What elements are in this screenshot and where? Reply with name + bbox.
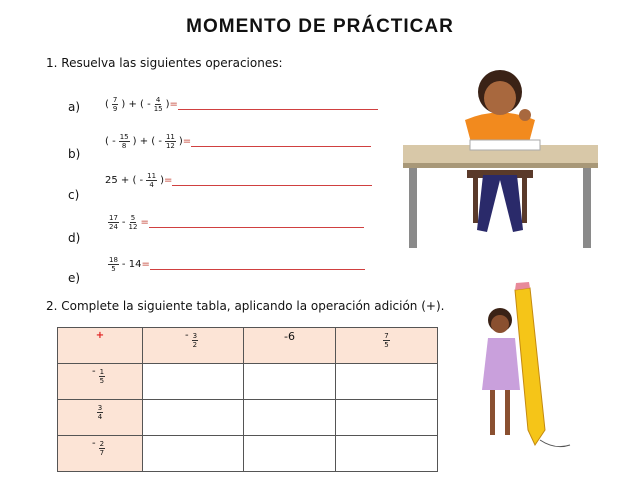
- answer-cell[interactable]: [143, 364, 244, 400]
- expression-text: ) + ( -: [121, 99, 151, 110]
- answer-line[interactable]: [172, 175, 372, 186]
- answer-line[interactable]: [149, 217, 364, 228]
- equals-sign: =: [182, 136, 192, 147]
- girl-with-pencil-illustration: [460, 280, 590, 460]
- column-header: - $\frac{3}{2}$: [143, 328, 244, 364]
- denominator: 8: [121, 142, 127, 150]
- expression-text: ): [160, 175, 164, 186]
- numerator: 7: [384, 332, 389, 340]
- expression-text: - 14: [121, 259, 142, 270]
- fraction: [192, 332, 198, 349]
- equals-sign: =: [169, 99, 178, 110]
- expression-text: -: [121, 217, 126, 228]
- answer-cell[interactable]: [336, 400, 438, 436]
- numerator: 15: [119, 133, 129, 141]
- answer-cell[interactable]: [143, 400, 244, 436]
- question-1: 1. Resuelva las siguientes operaciones:: [46, 56, 283, 70]
- denominator: 24: [109, 223, 118, 231]
- numerator: 2: [99, 440, 105, 448]
- row-header: - $\frac{1}{5}$: [58, 364, 143, 400]
- numerator: 11: [147, 172, 157, 180]
- exercise-expression: [105, 214, 364, 231]
- equals-sign: =: [141, 259, 150, 270]
- table-row: [58, 400, 438, 436]
- fraction: [383, 332, 389, 349]
- row-header: - $\frac{2}{7}$: [58, 436, 143, 472]
- fraction: [108, 256, 119, 273]
- denominator: 4: [149, 181, 154, 189]
- denominator: 12: [128, 223, 138, 231]
- numerator: 17: [109, 214, 118, 222]
- exercise-label: d): [68, 231, 81, 245]
- numerator: 3: [97, 404, 103, 412]
- fraction: [165, 133, 176, 150]
- table-header-row: [58, 328, 438, 364]
- exercise-expression: [105, 96, 378, 113]
- page-title: MOMENTO DE PRÁCTICAR: [186, 16, 454, 37]
- answer-cell[interactable]: [336, 436, 438, 472]
- exercise-label: e): [68, 271, 81, 285]
- expression-text: (: [105, 99, 109, 110]
- answer-cell[interactable]: [244, 364, 336, 400]
- fraction: [119, 133, 130, 150]
- fraction: [99, 368, 105, 385]
- denominator: 5: [99, 377, 105, 385]
- expression-text: ): [178, 136, 183, 147]
- expression-text: ) + ( -: [132, 136, 162, 147]
- exercise-label: a): [68, 100, 81, 114]
- answer-cell[interactable]: [244, 436, 336, 472]
- numerator: 7: [112, 96, 118, 104]
- denominator: 9: [112, 105, 118, 113]
- numerator: 5: [130, 214, 136, 222]
- numerator: 3: [192, 332, 198, 340]
- denominator: 12: [165, 142, 175, 150]
- exercise-label: c): [68, 188, 80, 202]
- table-corner: [58, 328, 143, 364]
- answer-line[interactable]: [178, 99, 378, 110]
- equals-sign: =: [163, 175, 173, 186]
- girl-studying-illustration: [395, 70, 605, 255]
- exercise-label: b): [68, 147, 81, 161]
- plus-sign: +: [95, 330, 105, 341]
- fraction: [146, 172, 157, 189]
- equals-sign: =: [140, 217, 149, 228]
- denominator: 2: [192, 341, 198, 349]
- table-row: [58, 364, 438, 400]
- expression-text: ( -: [105, 136, 116, 147]
- question-2: 2. Complete la siguiente tabla, aplicando la operación adición (+).: [46, 299, 445, 313]
- exercise-expression: [105, 172, 372, 189]
- fraction: [154, 96, 163, 113]
- fraction: [112, 96, 118, 113]
- numerator: 11: [165, 133, 175, 141]
- numerator: 1: [99, 368, 105, 376]
- numerator: 4: [155, 96, 161, 104]
- expression-text: 25 + ( -: [105, 175, 144, 186]
- denominator: 5: [111, 265, 116, 273]
- answer-cell[interactable]: [143, 436, 244, 472]
- column-header: -6: [244, 328, 336, 364]
- answer-cell[interactable]: [244, 400, 336, 436]
- fraction: [97, 404, 103, 421]
- row-header: [58, 400, 143, 436]
- numerator: 18: [109, 256, 118, 264]
- exercise-expression: [105, 133, 371, 150]
- column-header: [336, 328, 438, 364]
- table-row: [58, 436, 438, 472]
- exercise-expression: [105, 256, 365, 273]
- denominator: 4: [97, 413, 103, 421]
- answer-line[interactable]: [150, 259, 365, 270]
- fraction: [99, 440, 105, 457]
- expression-text: ): [165, 99, 170, 110]
- answer-cell[interactable]: [336, 364, 438, 400]
- denominator: 7: [99, 449, 105, 457]
- fraction: [129, 214, 138, 231]
- answer-line[interactable]: [191, 136, 371, 147]
- denominator: 5: [384, 341, 389, 349]
- denominator: 15: [153, 105, 163, 113]
- addition-table: [57, 327, 438, 472]
- fraction: [108, 214, 119, 231]
